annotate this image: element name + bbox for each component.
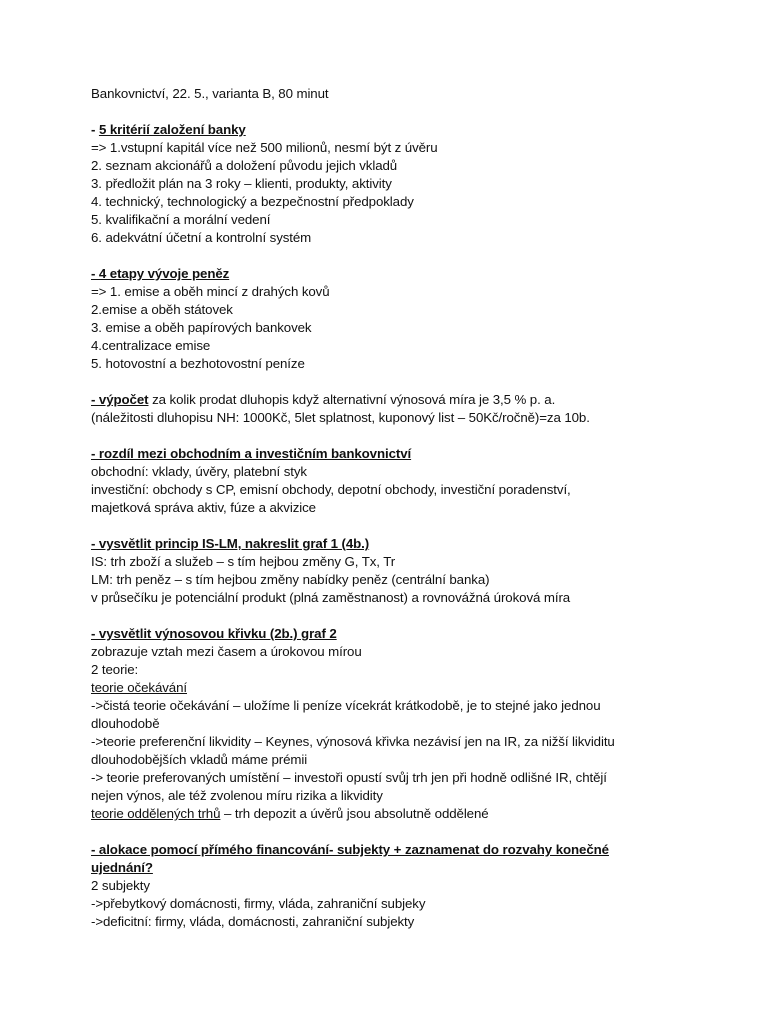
document-body — [91, 85, 691, 931]
text-line: => 1. emise a oběh mincí z drahých kovů — [91, 284, 330, 299]
heading-text: 5 kritérií založení banky — [98, 122, 246, 137]
text-line: 2 teorie: — [91, 662, 139, 677]
subheading-text: teorie očekávání — [91, 680, 187, 695]
heading-rest: za kolik prodat dluhopis když alternativní výnosová míra je 3,5 % p. a. — [148, 392, 556, 407]
heading-text: - 4 etapy vývoje peněz — [91, 266, 230, 281]
text-line: (náležitosti dluhopisu NH: 1000Kč, 5let splatnost, kuponový list – 50Kč/ročně)=za 10b. — [91, 410, 590, 425]
text-line: 2. seznam akcionářů a doložení původu jejich vkladů — [91, 158, 398, 173]
subheading-text: teorie oddělených trhů — [91, 806, 221, 821]
section-heading-money-stages — [91, 265, 691, 283]
text-line: 3. emise a oběh papírových bankovek — [91, 320, 312, 335]
text-line: ->čistá teorie očekávání – uložíme li peníze vícekrát krátkodobě, je to stejné jako jednou — [91, 698, 601, 713]
text-line: nejen výnos, ale též zvolenou míru rizika a likvidity — [91, 788, 383, 803]
text-line: 4. technický, technologický a bezpečnostní předpoklady — [91, 194, 414, 209]
text-line: obchodní: vklady, úvěry, platební styk — [91, 464, 307, 479]
text-line: => 1.vstupní kapitál více než 500 milionů, nesmí být z úvěru — [91, 140, 438, 155]
section-heading-is-lm — [91, 535, 691, 553]
section-heading-banking-difference — [91, 445, 691, 463]
text-line: 6. adekvátní účetní a kontrolní systém — [91, 230, 312, 245]
heading-text: - vysvětlit výnosovou křivku (2b.) graf 2 — [91, 626, 337, 641]
text-line: ->teorie preferenční likvidity – Keynes, výnosová křivka nezávisí jen na IR, za nižší likviditu — [91, 734, 615, 749]
section-heading-direct-financing — [91, 841, 691, 859]
heading-text: - vysvětlit princip IS-LM, nakreslit graf 1 (4b.) — [91, 536, 370, 551]
text-line: ->přebytkový domácnosti, firmy, vláda, zahraniční subjeky — [91, 896, 426, 911]
text-line: zobrazuje vztah mezi časem a úrokovou mírou — [91, 644, 362, 659]
subheading-separate-markets — [91, 805, 691, 823]
heading-dash: - — [91, 122, 99, 137]
heading-text: - rozdíl mezi obchodním a investičním bankovnictví — [91, 446, 412, 461]
subheading-expectations — [91, 679, 691, 697]
text-line: 2 subjekty — [91, 878, 150, 893]
heading-text: ujednání? — [91, 860, 153, 875]
text-line: majetková správa aktiv, fúze a akvizice — [91, 500, 316, 515]
section-heading-yield-curve — [91, 625, 691, 643]
text-line: investiční: obchody s CP, emisní obchody, depotní obchody, investiční poradenství, — [91, 482, 571, 497]
subheading-rest: – trh depozit a úvěrů jsou absolutně oddělené — [220, 806, 489, 821]
exam-header: Bankovnictví, 22. 5., varianta B, 80 minut — [91, 86, 329, 101]
text-line: 5. kvalifikační a morální vedení — [91, 212, 271, 227]
text-line: -> teorie preferovaných umístění – investoři opustí svůj trh jen při hodně odlišné IR, chtějí — [91, 770, 607, 785]
text-line: 5. hotovostní a bezhotovostní peníze — [91, 356, 305, 371]
section-heading-direct-financing-cont — [91, 859, 691, 877]
text-line: v průsečíku je potenciální produkt (plná zaměstnanost) a rovnovážná úroková míra — [91, 590, 571, 605]
heading-text: - alokace pomocí přímého financování- subjekty + zaznamenat do rozvahy konečné — [91, 842, 609, 857]
text-line: dlouhodobějších vkladů máme prémii — [91, 752, 308, 767]
text-line: LM: trh peněz – s tím hejbou změny nabídky peněz (centrální banka) — [91, 572, 490, 587]
text-line: ->deficitní: firmy, vláda, domácnosti, zahraniční subjekty — [91, 914, 415, 929]
heading-text: - výpočet — [91, 392, 149, 407]
text-line: 4.centralizace emise — [91, 338, 211, 353]
section-heading-calculation — [91, 391, 691, 409]
text-line: dlouhodobě — [91, 716, 160, 731]
text-line: 2.emise a oběh státovek — [91, 302, 233, 317]
text-line: IS: trh zboží a služeb – s tím hejbou změny G, Tx, Tr — [91, 554, 396, 569]
section-heading-criteria — [91, 121, 691, 139]
text-line: 3. předložit plán na 3 roky – klienti, produkty, aktivity — [91, 176, 392, 191]
